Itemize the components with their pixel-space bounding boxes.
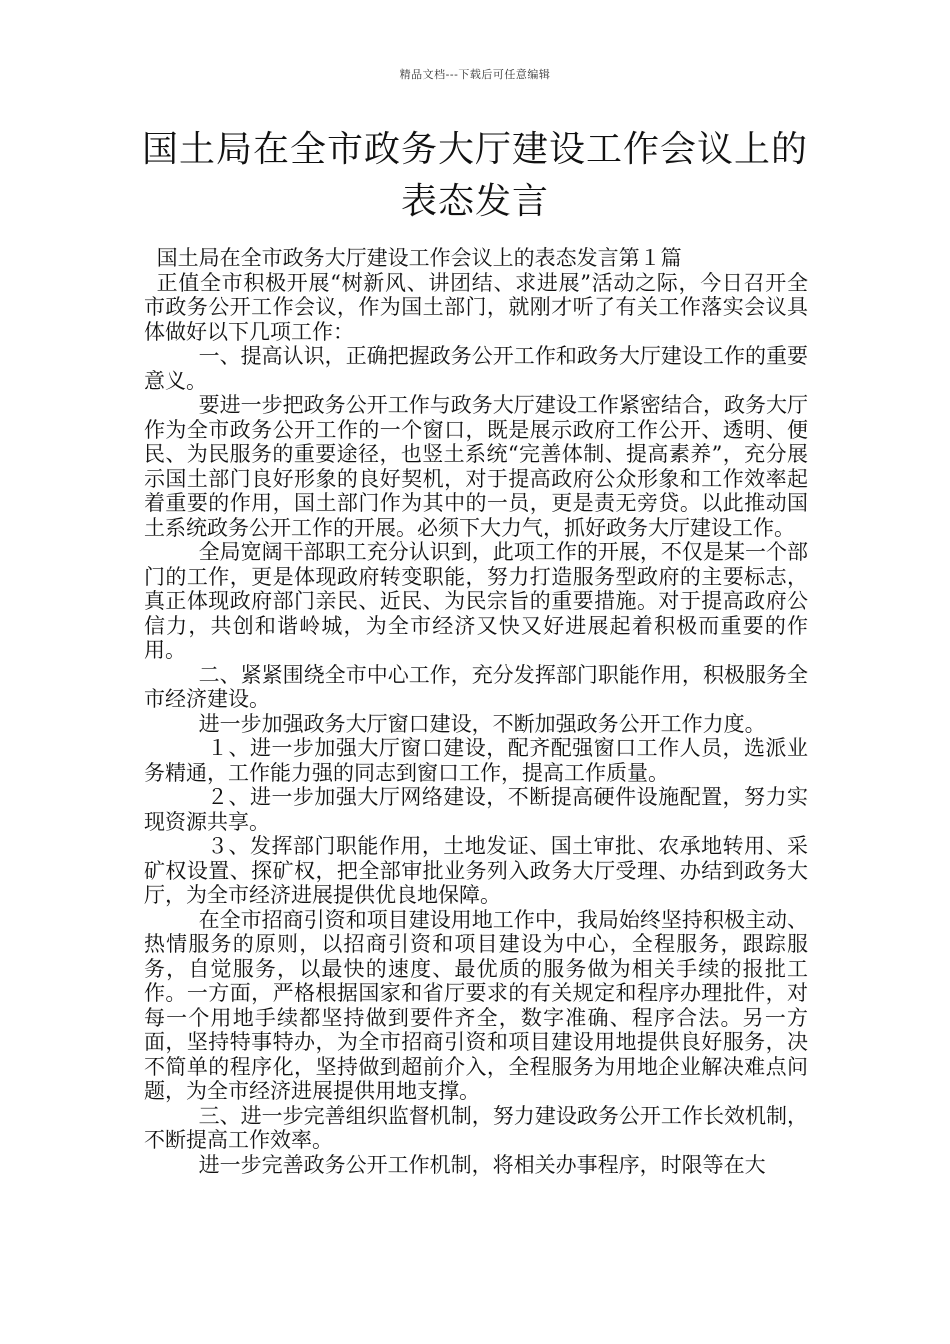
heading-one: 一、提高认识，正确把握政务公开工作和政务大厅建设工作的重要意义。: [144, 344, 808, 393]
paragraph: 进一步加强政务大厅窗口建设，不断加强政务公开工作力度。: [198, 711, 766, 736]
document-title: [120, 124, 830, 228]
paragraph: 在全市招商引资和项目建设用地工作中，我局始终坚持积极主动、热情服务的原则，以招商引资和项目建设为中心，全程服务，跟踪服务，自觉服务，以最快的速度、最优质的服务做为相关手续的报批工作。一方面，严格根据国家和省厅要求的有关规定和程序办理批件，对每一个用地手续都坚持做到要件齐全，数字准确、程序合法。另一方面，坚持特事特办，为全市招商引资和项目建设用地提供良好服务，决不简单的程序化，坚持做到超前介入，全程服务为用地企业解决难点问题，为全市经济进展提供用地支撑。: [144, 907, 808, 1103]
list-item: ３、发挥部门职能作用，土地发证、国土审批、农承地转用、采矿权设置、探矿权，把全部审批业务列入政务大厅受理、办结到政务大厅，为全市经济进展提供优良地保障。: [144, 834, 808, 907]
paragraph-intro: 正值全市积极开展“树新风、讲团结、求进展”活动之际，今日召开全市政务公开工作会议，作为国土部门，就刚才听了有关工作落实会议具体做好以下几项工作：: [144, 270, 808, 344]
list-item: １、进一步加强大厅窗口建设，配齐配强窗口工作人员，选派业务精通，工作能力强的同志到窗口工作，提高工作质量。: [144, 736, 808, 785]
paragraph: 进一步完善政务公开工作机制，将相关办事程序，时限等在大: [198, 1152, 766, 1177]
list-item: ２、进一步加强大厅网络建设，不断提高硬件设施配置，努力实现资源共享。: [144, 785, 808, 834]
section-subtitle: 国土局在全市政务大厅建设工作会议上的表态发言第１篇: [156, 246, 682, 270]
paragraph: 要进一步把政务公开工作与政务大厅建设工作紧密结合，政务大厅作为全市政务公开工作的一个窗口，既是展示政府工作公开、透明、便民、为民服务的重要途径，也竖土系统“完善体制、提高素养”，充分展示国土部门良好形象的良好契机，对于提高政府公众形象和工作效率起着重要的作用，国土部门作为其中的一员，更是责无旁贷。以此推动国土系统政务公开工作的开展。必须下大力气，抓好政务大厅建设工作。: [144, 393, 808, 540]
heading-two: 二、紧紧围绕全市中心工作，充分发挥部门职能作用，积极服务全市经济建设。: [144, 662, 808, 711]
title-line-1: 国土局在全市政务大厅建设工作会议上的: [141, 129, 808, 170]
heading-three: 三、进一步完善组织监督机制，努力建设政务公开工作长效机制，不断提高工作效率。: [144, 1103, 808, 1152]
page-header-note: 精品文档---下载后可任意编辑: [399, 68, 551, 81]
document-body: [144, 246, 808, 1177]
paragraph: 全局宽阔干部职工充分认识到，此项工作的开展，不仅是某一个部门的工作，更是体现政府转变职能，努力打造服务型政府的主要标志，真正体现政府部门亲民、近民、为民宗旨的重要措施。对于提高政府公信力，共创和谐岭城，为全市经济又快又好进展起着积极而重要的作用。: [144, 540, 808, 662]
title-line-2: 表态发言: [400, 181, 549, 222]
